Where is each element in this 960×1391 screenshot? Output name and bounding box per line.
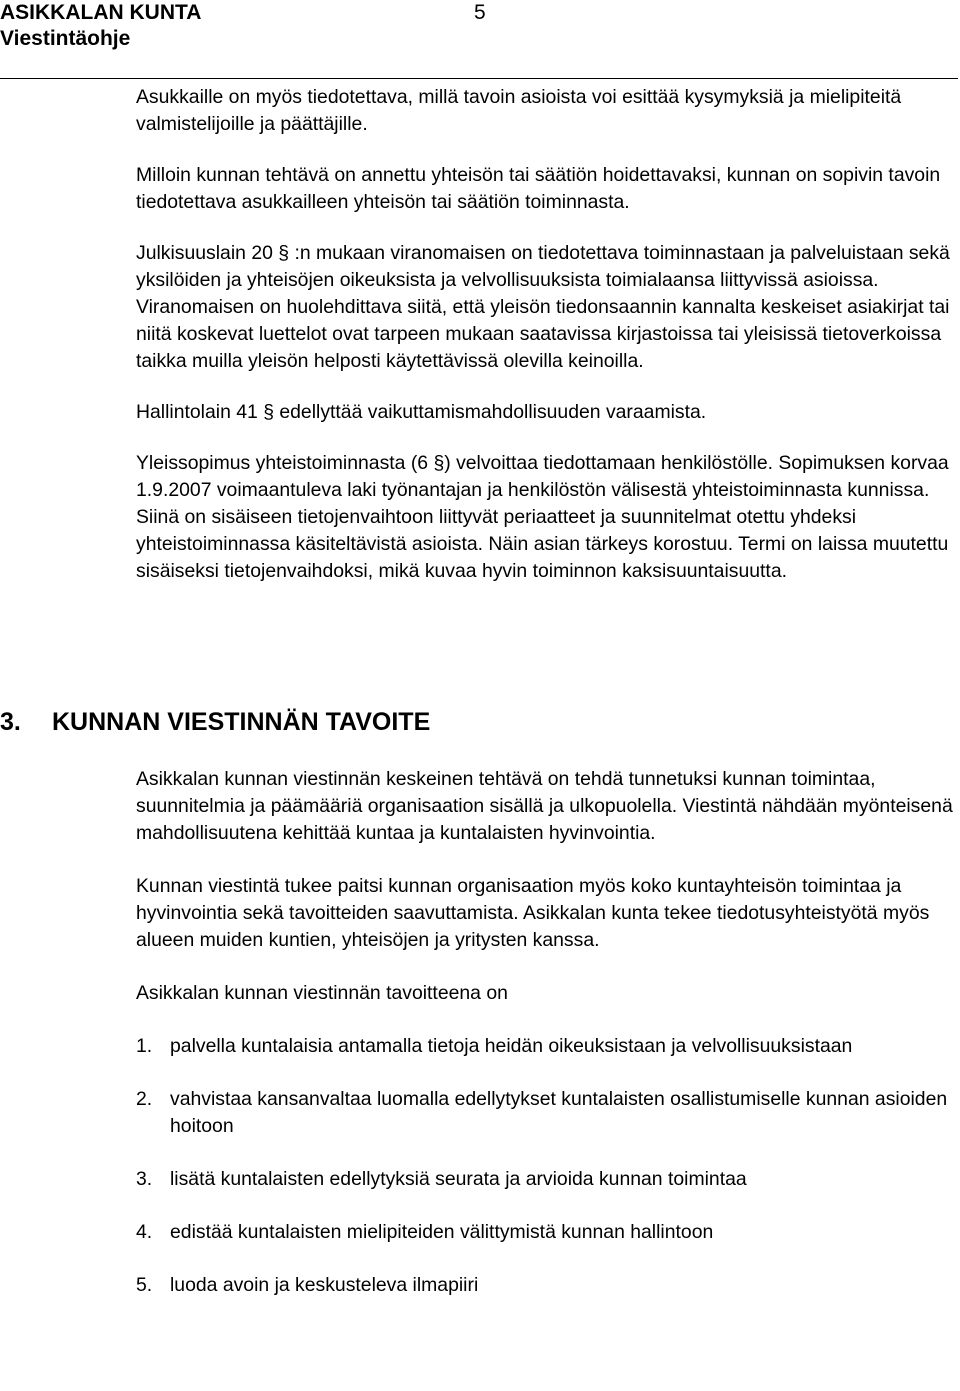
- list-item-text: vahvistaa kansanvaltaa luomalla edellytykset kuntalaisten osallistumiselle kunnan asioiden hoitoon: [170, 1088, 948, 1137]
- paragraph: Asukkaille on myös tiedotettava, millä tavoin asioista voi esittää kysymyksiä ja mielipiteitä valmistelijoille ja päättäjille.: [136, 86, 902, 135]
- page-number: 5: [474, 1, 486, 24]
- organization-name: ASIKKALAN KUNTA: [0, 1, 202, 24]
- document-title: Viestintäohje: [0, 27, 131, 50]
- list-item-text: lisätä kuntalaisten edellytyksiä seurata ja arvioida kunnan toimintaa: [170, 1168, 747, 1190]
- list-item: [136, 1033, 956, 1060]
- list-item-number: 2.: [136, 1088, 153, 1110]
- body-text: [136, 84, 956, 585]
- header-divider: [0, 78, 958, 79]
- paragraph: Kunnan viestintä tukee paitsi kunnan organisaation myös koko kuntayhteisön toimintaa ja hyvinvointia sekä tavoitteiden saavuttamista. Asikkalan kunta tekee tiedotusyhteistyötä myös alueen muiden kuntien, yhteisöjen ja yritysten kanssa.: [136, 875, 930, 951]
- paragraph: Hallintolain 41 § edellyttää vaikuttamismahdollisuuden varaamista.: [136, 401, 707, 423]
- paragraph: Julkisuuslain 20 § :n mukaan viranomaisen on tiedotettava toiminnastaan ja palveluistaan sekä yksilöiden ja yhteisöjen oikeuksista ja velvollisuuksista toimialaansa liittyvissä asioissa. Viranomaisen on huolehdittava siitä, että yleisön tiedonsaannin kannalta keskeiset asiakirjat tai niitä koskevat luettelot ovat tarpeen mukaan saatavissa kirjastoissa tai yleisissä tietoverkoissa taikka muilla yleisön helposti käytettävissä olevilla keinoilla.: [136, 242, 950, 372]
- paragraph: Yleissopimus yhteistoiminnasta (6 §) velvoittaa tiedottamaan henkilöstölle. Sopimuksen korvaa 1.9.2007 voimaantuleva laki työnantajan ja henkilöstön välisestä yhteistoiminnasta kunnissa. Siinä on sisäiseen tietojenvaihtoon liittyvät periaatteet ja suunnitelmat otettu yhdeksi yhteistoiminnassa käsiteltävistä asioista. Näin asian tärkeys korostuu. Termi on laissa muutettu sisäiseksi tietojenvaihdoksi, mikä kuvaa hyvin toiminnon kaksisuuntaisuutta.: [136, 452, 949, 582]
- list-item-number: 5.: [136, 1274, 153, 1296]
- paragraph: Asikkalan kunnan viestinnän keskeinen tehtävä on tehdä tunnetuksi kunnan toimintaa, suunnitelmia ja päämääriä organisaation sisällä ja ulkopuolella. Viestintä nähdään myönteisenä mahdollisuutena kehittää kuntaa ja kuntalaisten hyvinvointia.: [136, 768, 953, 844]
- page-header: [0, 0, 960, 82]
- section-number: 3.: [0, 708, 21, 736]
- section-body: [136, 766, 956, 1299]
- list-item-number: 3.: [136, 1168, 153, 1190]
- list-item: [136, 1086, 956, 1140]
- list-item: [136, 1219, 956, 1246]
- list-item: [136, 1166, 956, 1193]
- section-title: KUNNAN VIESTINNÄN TAVOITE: [52, 708, 431, 736]
- paragraph: Asikkalan kunnan viestinnän tavoitteena on: [136, 982, 508, 1004]
- list-item-text: edistää kuntalaisten mielipiteiden välittymistä kunnan hallintoon: [170, 1221, 714, 1243]
- goals-list: [136, 1033, 956, 1299]
- list-item-text: luoda avoin ja keskusteleva ilmapiiri: [170, 1274, 479, 1296]
- list-item-number: 4.: [136, 1221, 153, 1243]
- list-item-number: 1.: [136, 1035, 153, 1057]
- list-item: [136, 1272, 956, 1299]
- section-heading: [0, 706, 430, 738]
- paragraph: Milloin kunnan tehtävä on annettu yhteisön tai säätiön hoidettavaksi, kunnan on sopivin tavoin tiedotettava asukkailleen yhteisön tai säätiön toiminnasta.: [136, 164, 941, 213]
- list-item-text: palvella kuntalaisia antamalla tietoja heidän oikeuksistaan ja velvollisuuksistaan: [170, 1035, 853, 1057]
